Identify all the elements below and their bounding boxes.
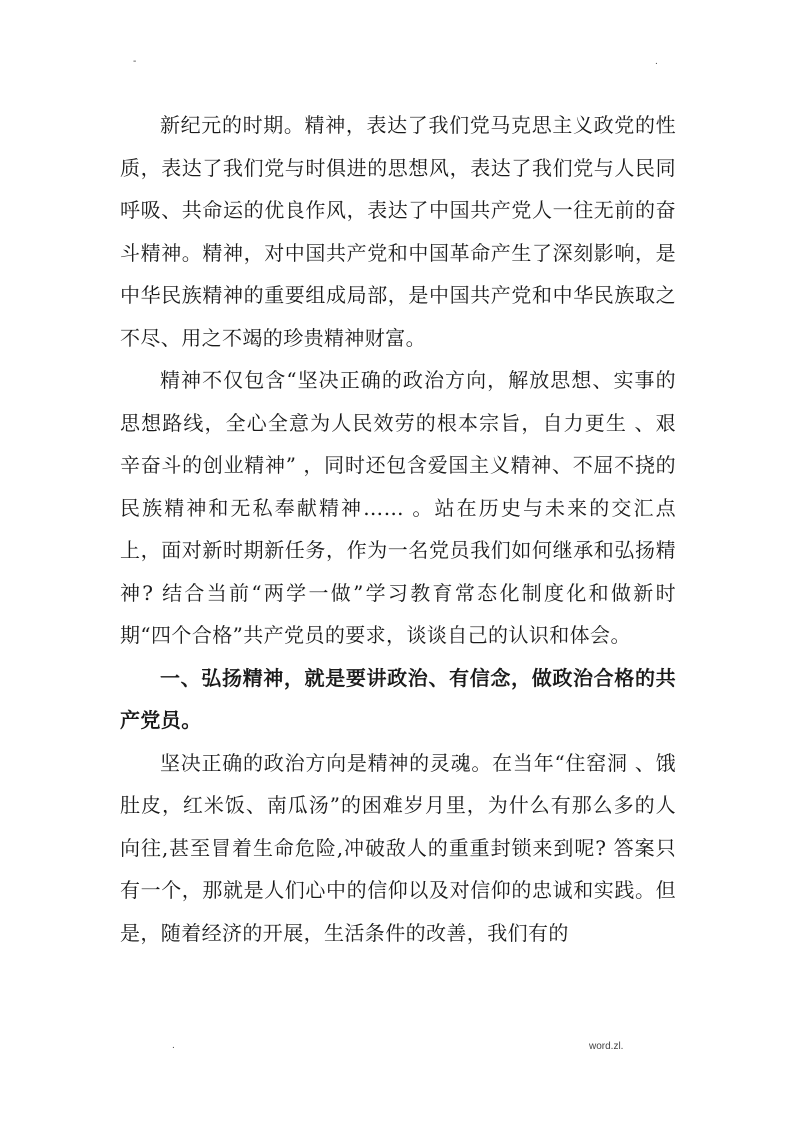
footer-left-mark: . [172, 1040, 175, 1051]
paragraph-1: 新纪元的时期。精神，表达了我们党马克思主义政党的性质，表达了我们党与时俱进的思想风，表达了我们党与人民同呼吸、共命运的优良作风，表达了中国共产党人一往无前的奋斗精神。精神，对中国共产党和中国革命产生了深刻影响，是中华民族精神的重要组成局部，是中国共产党和中华民族取之不尽、用之不竭的珍贵精神财富。 [120, 113, 676, 350]
paragraph-2: 精神不仅包含“坚决正确的政治方向，解放思想、实事的思想路线，全心全意为人民效劳的根本宗旨，自力更生 、艰辛奋斗的创业精神” ，同时还包含爱国主义精神、不屈不挠的民族精神和无私奉献精神…… 。站在历史与未来的交汇点上，面对新时期新任务，作为一名党员我们如何继承和弘扬精神? 结合当前“两学一做”学习教育常态化制度化和做新时期“四个合格”共产党员的要求，谈谈自己的认识和体会。 [120, 368, 676, 647]
header-left-mark: - [133, 56, 137, 67]
paragraph-3: 坚决正确的政治方向是精神的灵魂。在当年“住窑洞 、饿肚皮，红米饭、南瓜汤”的困难岁月里，为什么有那么多的人向往,甚至冒着生命危险,冲破敌人的重重封锁来到呢? 答案只有一个，那就是人们心中的信仰以及对信仰的忠诚和实践。但是，随着经济的开展，生活条件的改善，我们有的 [120, 750, 676, 945]
header-right-mark: . [655, 56, 658, 67]
section-heading-1: 一、弘扬精神，就是要讲政治、有信念，做政治合格的共产党员。 [120, 665, 676, 732]
document-body [120, 104, 676, 954]
footer-label: word.zl. [589, 1041, 624, 1052]
